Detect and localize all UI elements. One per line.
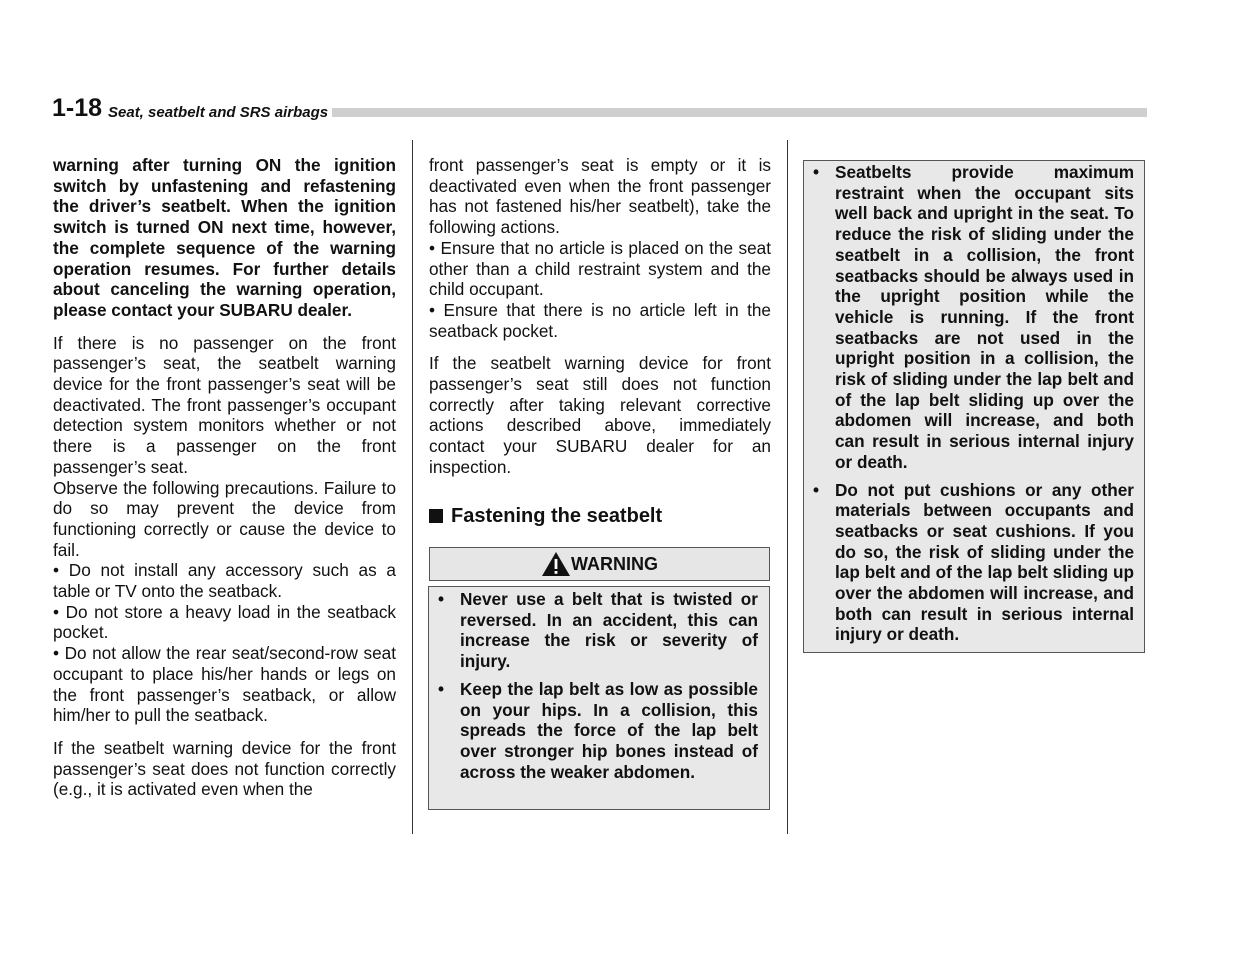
paragraph: If the seatbelt warning device for front passenger’s seat still does not function correctly after taking relevant corrective actions described above, immediately contact your SUBARU dealer for an inspection. — [429, 353, 771, 477]
list-item: • Ensure that there is no article left in the seatback pocket. — [429, 299, 771, 341]
warning-item: • Keep the lap belt as low as possible on your hips. In a collision, this spreads the force of the lap belt over stronger hip bones instead of across the weaker abdomen. — [438, 678, 758, 782]
paragraph: front passenger’s seat is empty or it is deactivated even when the front passenger has not fastened his/her seatbelt), take the following actions. — [429, 155, 771, 238]
warning-box — [428, 586, 770, 810]
section-heading: Fastening the seatbelt — [429, 504, 771, 528]
warning-item: • Do not put cushions or any other materials between occupants and seatbacks or seat cushions. If you do so, the risk of sliding under the lap belt and of the lap belt sliding up over the abdomen will increase, and both can result in serious internal injury or death. — [813, 479, 1134, 645]
paragraph: If there is no passenger on the front passenger’s seat, the seatbelt warning device for the front passenger’s seat will be deactivated. The front passenger’s occupant detection system monitors whether or not there is a passenger on the front passenger’s seat. — [53, 332, 396, 477]
bold-warning-paragraph: warning after turning ON the ignition switch by unfastening and refastening the driver’s seatbelt. When the ignition switch is turned ON next time, however, the complete sequence of the warning operation resumes. For further details about canceling the warning operation, please contact your SUBARU dealer. — [53, 155, 396, 320]
column-2 — [429, 155, 771, 528]
warning-triangle-icon — [541, 551, 571, 577]
list-item: • Do not install any accessory such as a table or TV onto the seatback. — [53, 560, 396, 602]
warning-box — [803, 160, 1145, 653]
square-bullet-icon — [429, 509, 443, 523]
paragraph: If the seatbelt warning device for the front passenger’s seat does not function correctly (e.g., it is activated even when the — [53, 737, 396, 800]
column-divider-1 — [412, 140, 413, 834]
page-number: 1-18 — [52, 93, 108, 123]
section-title: Seat, seatbelt and SRS airbags — [108, 104, 332, 122]
list-item: • Do not store a heavy load in the seatback pocket. — [53, 601, 397, 643]
list-item: • Ensure that no article is placed on the seat other than a child restraint system and the child occupant. — [429, 237, 771, 300]
list-item: • Do not allow the rear seat/second-row seat occupant to place his/her hands or legs on the front passenger’s seatback, or allow him/her to pull the seatback. — [53, 643, 396, 726]
warning-label: WARNING — [429, 547, 770, 581]
column-divider-2 — [787, 140, 788, 834]
warning-item: • Never use a belt that is twisted or reversed. In an accident, this can increase the risk or severity of injury. — [438, 589, 758, 672]
column-1 — [53, 155, 396, 800]
paragraph: Observe the following precautions. Failure to do so may prevent the device from functioning correctly or cause the device to fail. — [53, 477, 396, 560]
warning-item: • Seatbelts provide maximum restraint when the occupant sits well back and upright in the seat. To reduce the risk of sliding under the seatbelt in a collision, the front seatbacks should be always used in the upright position while the vehicle is running. If the front seatbacks are not used in the upright position in a collision, the risk of sliding under the lap belt and of the lap belt sliding up over the abdomen will increase, and both can result in serious internal injury or death. — [813, 162, 1134, 472]
